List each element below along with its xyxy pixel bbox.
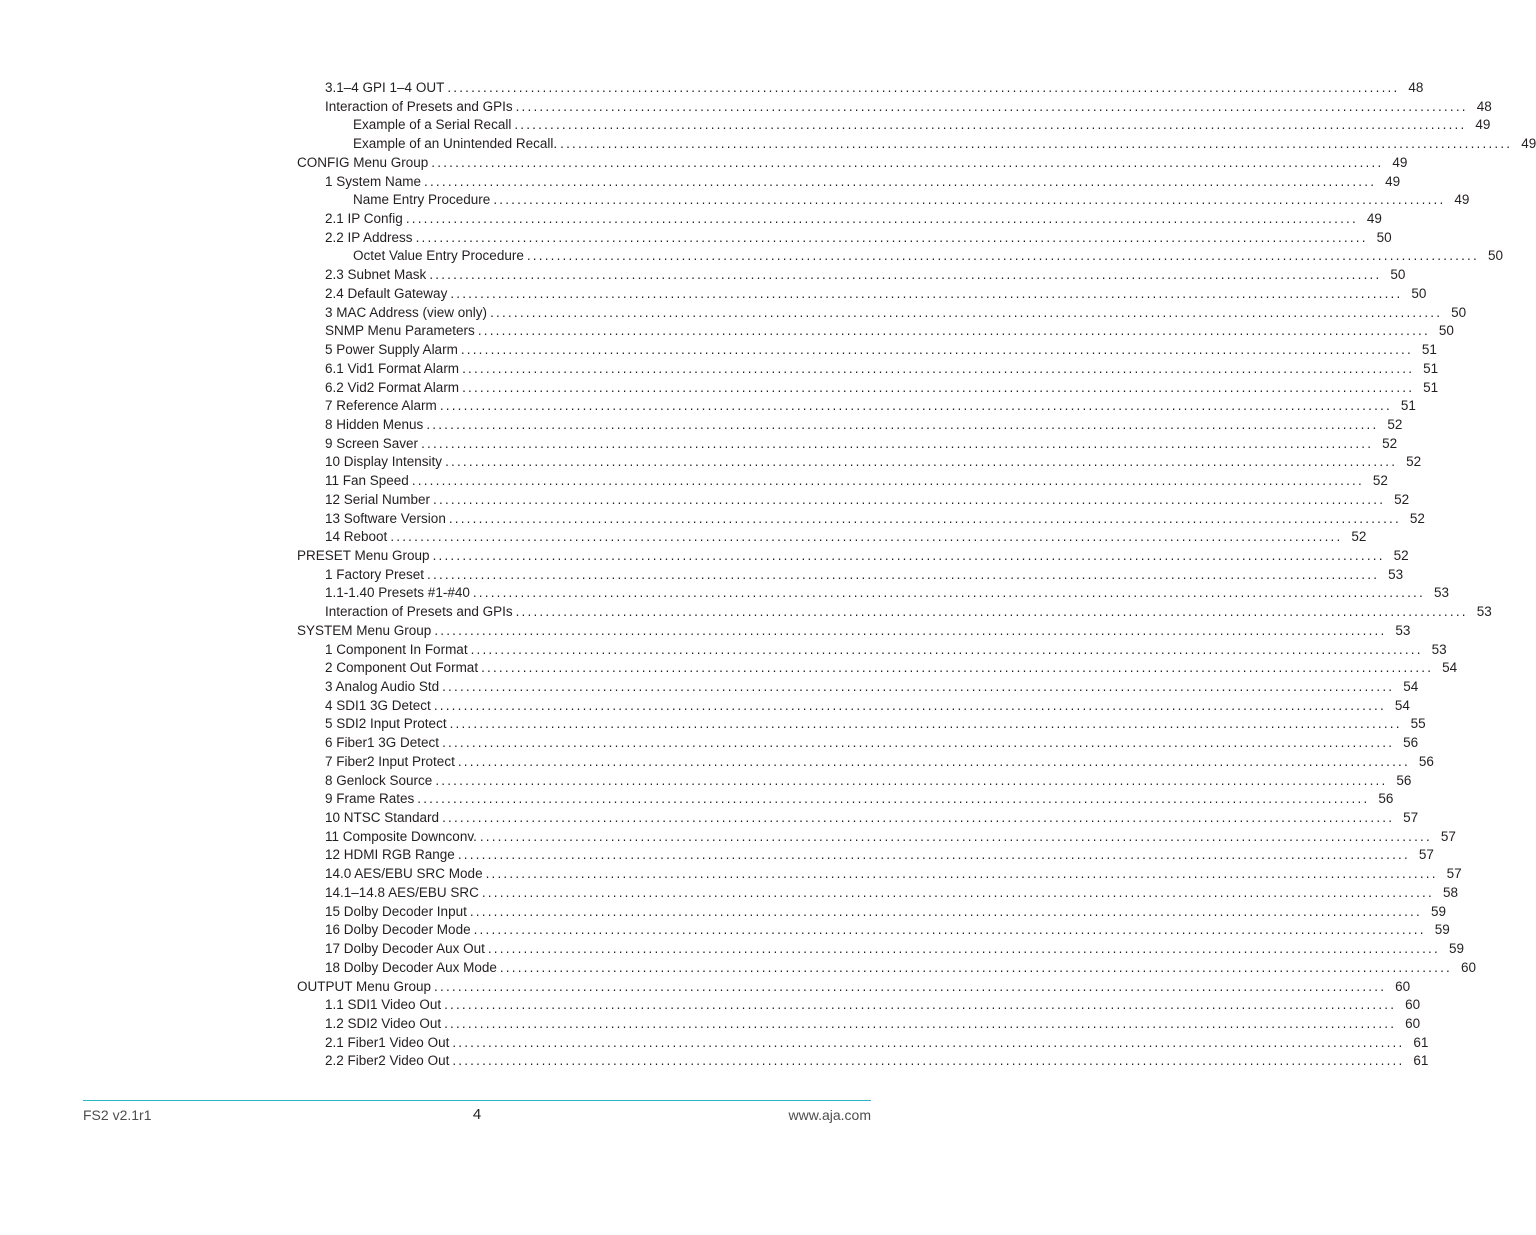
toc-entry[interactable] [325, 697, 1410, 716]
toc-entry-label: 8 Genlock Source [325, 772, 433, 788]
toc-entry-label: 18 Dolby Decoder Aux Mode [325, 959, 497, 975]
footer-website: www.aja.com [788, 1107, 871, 1123]
toc-entry-label: 2.2 IP Address [325, 229, 413, 245]
toc-entry[interactable] [325, 1034, 1429, 1053]
toc-dot-leader: ................................................................................................................................................................ [427, 566, 1380, 582]
toc-entry-page: 49 [1385, 173, 1401, 189]
toc-entry[interactable] [325, 584, 1449, 603]
toc-entry-label: 6.1 Vid1 Format Alarm [325, 360, 460, 376]
toc-entry[interactable] [325, 865, 1462, 884]
toc-entry[interactable] [325, 173, 1401, 192]
toc-entry-label: 10 Display Intensity [325, 454, 443, 470]
toc-entry[interactable] [325, 940, 1464, 959]
toc-dot-leader: ................................................................................................................................................................ [434, 622, 1387, 638]
toc-entry-label: OUTPUT Menu Group [297, 978, 432, 994]
toc-dot-leader: ................................................................................................................................................................ [477, 323, 1430, 339]
toc-dot-leader: ................................................................................................................................................................ [457, 847, 1410, 863]
toc-dot-leader: ................................................................................................................................................................ [515, 604, 1468, 620]
toc-entry-page: 58 [1442, 884, 1458, 900]
toc-dot-leader: ................................................................................................................................................................ [450, 285, 1403, 301]
toc-entry[interactable] [325, 472, 1388, 491]
toc-entry-page: 49 [1475, 117, 1491, 133]
toc-entry[interactable] [325, 790, 1394, 809]
toc-dot-leader: ................................................................................................................................................................ [442, 810, 1395, 826]
toc-dot-leader: ................................................................................................................................................................ [439, 398, 1392, 414]
toc-entry[interactable] [325, 435, 1398, 454]
toc-entry[interactable] [325, 846, 1434, 865]
toc-entry-label: Interaction of Presets and GPIs [325, 604, 513, 620]
toc-entry-page: 53 [1388, 566, 1404, 582]
toc-dot-leader: ................................................................................................................................................................ [431, 154, 1384, 170]
toc-entry[interactable] [325, 996, 1421, 1015]
toc-entry-label: 13 Software Version [325, 510, 446, 526]
toc-entry-page: 55 [1410, 716, 1426, 732]
toc-entry[interactable] [325, 603, 1492, 622]
toc-entry-label: 11 Composite Downconv. [325, 828, 477, 844]
toc-entry-page: 51 [1423, 379, 1439, 395]
toc-entry-page: 60 [1395, 978, 1411, 994]
toc-dot-leader: ................................................................................................................................................................ [433, 697, 1386, 713]
toc-entry-label: 2.3 Subnet Mask [325, 267, 427, 283]
toc-entry-label: PRESET Menu Group [297, 547, 430, 563]
toc-entry-page: 54 [1442, 660, 1458, 676]
toc-entry-page: 56 [1403, 735, 1419, 751]
toc-dot-leader: ................................................................................................................................................................ [435, 772, 1388, 788]
toc-entry-page: 56 [1378, 791, 1394, 807]
toc-entry[interactable] [325, 528, 1367, 547]
toc-entry-label: 7 Fiber2 Input Protect [325, 753, 455, 769]
toc-entry-page: 52 [1382, 435, 1398, 451]
toc-entry-label: 5 Power Supply Alarm [325, 342, 458, 358]
toc-entry-label: 3 MAC Address (view only) [325, 304, 488, 320]
toc-entry-label: 14 Reboot [325, 529, 388, 545]
toc-entry-label: 15 Dolby Decoder Input [325, 903, 467, 919]
toc-entry-page: 52 [1409, 510, 1425, 526]
toc-entry[interactable] [325, 491, 1410, 510]
toc-entry-label: 7 Reference Alarm [325, 398, 437, 414]
toc-entry-page: 49 [1521, 136, 1536, 152]
toc-dot-leader: ................................................................................................................................................................ [405, 211, 1358, 227]
toc-dot-leader: ................................................................................................................................................................ [426, 416, 1379, 432]
toc-entry-page: 54 [1403, 679, 1419, 694]
toc-dot-leader: ................................................................................................................................................................ [485, 866, 1438, 882]
toc-dot-leader: ................................................................................................................................................................ [514, 117, 1467, 133]
toc-entry-page: 52 [1393, 547, 1409, 563]
toc-entry[interactable] [353, 116, 1491, 135]
toc-entry-label: 10 NTSC Standard [325, 810, 440, 826]
toc-entry-page: 51 [1423, 360, 1439, 376]
toc-dot-leader: ................................................................................................................................................................ [424, 173, 1377, 189]
toc-entry[interactable] [325, 772, 1412, 791]
toc-dot-leader: ................................................................................................................................................................ [445, 454, 1398, 470]
toc-entry-label: Example of an Unintended Recall. [353, 136, 558, 152]
toc-entry-page: 52 [1372, 473, 1388, 489]
toc-dot-leader: ................................................................................................................................................................ [444, 997, 1397, 1013]
toc-entry-label: 1.1 SDI1 Video Out [325, 997, 442, 1013]
toc-entry-label: CONFIG Menu Group [297, 154, 429, 170]
toc-dot-leader: ................................................................................................................................................................ [515, 98, 1468, 114]
toc-entry-page: 57 [1446, 866, 1462, 882]
toc-dot-leader: ................................................................................................................................................................ [481, 884, 1434, 900]
toc-entry[interactable] [325, 884, 1458, 903]
toc-entry-page: 52 [1406, 454, 1422, 470]
toc-entry-page: 51 [1421, 342, 1437, 358]
toc-entry-label: 2.2 Fiber2 Video Out [325, 1053, 450, 1069]
toc-entry-page: 57 [1403, 810, 1419, 826]
toc-entry-page: 49 [1392, 154, 1408, 170]
toc-entry[interactable] [325, 397, 1416, 416]
toc-entry-label: Name Entry Procedure [353, 192, 491, 208]
toc-dot-leader: ................................................................................................................................................................ [415, 229, 1368, 245]
toc-entry[interactable] [297, 978, 1411, 997]
toc-entry-label: Example of a Serial Recall [353, 117, 512, 133]
toc-dot-leader: ................................................................................................................................................................ [429, 267, 1382, 283]
toc-entry[interactable] [325, 79, 1424, 98]
toc-entry-label: 9 Frame Rates [325, 791, 415, 807]
toc-entry[interactable] [325, 210, 1382, 229]
toc-entry[interactable] [325, 641, 1447, 660]
toc-entry-page: 60 [1405, 997, 1421, 1013]
toc-dot-leader: ................................................................................................................................................................ [452, 1053, 1405, 1069]
toc-entry-label: 2.4 Default Gateway [325, 285, 448, 301]
toc-entry-label: 16 Dolby Decoder Mode [325, 922, 471, 938]
toc-entry-page: 59 [1434, 922, 1450, 938]
toc-entry-label: 17 Dolby Decoder Aux Out [325, 941, 485, 957]
toc-entry-page: 53 [1395, 622, 1411, 638]
toc-dot-leader: ................................................................................................................................................................ [421, 435, 1374, 451]
toc-dot-leader: ................................................................................................................................................................ [472, 585, 1425, 601]
toc-entry-label: 2.1 Fiber1 Video Out [325, 1034, 450, 1050]
footer-divider [83, 1100, 871, 1101]
toc-entry-label: 14.0 AES/EBU SRC Mode [325, 866, 483, 882]
toc-entry[interactable] [325, 828, 1456, 847]
toc-entry[interactable] [325, 715, 1426, 734]
toc-entry[interactable] [325, 266, 1406, 285]
toc-entry[interactable] [325, 903, 1446, 922]
toc-dot-leader: ................................................................................................................................................................ [452, 1034, 1405, 1050]
toc-entry-page: 61 [1413, 1053, 1429, 1069]
toc-entry-page: 50 [1487, 248, 1503, 264]
toc-entry[interactable] [325, 809, 1419, 828]
toc-entry[interactable] [297, 154, 1408, 173]
toc-entry-page: 57 [1418, 847, 1434, 863]
toc-entry[interactable] [325, 678, 1419, 697]
toc-entry-label: 1 System Name [325, 173, 422, 189]
toc-dot-leader: ................................................................................................................................................................ [448, 510, 1401, 526]
toc-dot-leader: ................................................................................................................................................................ [473, 922, 1426, 938]
toc-entry[interactable] [353, 191, 1470, 210]
toc-entry[interactable] [325, 322, 1454, 341]
toc-dot-leader: ................................................................................................................................................................ [449, 716, 1402, 732]
toc-entry-label: 2 Component Out Format [325, 660, 479, 676]
toc-entry-page: 50 [1438, 323, 1454, 339]
toc-dot-leader: ................................................................................................................................................................ [444, 1015, 1397, 1031]
toc-dot-leader: ................................................................................................................................................................ [490, 304, 1443, 320]
toc-dot-leader: ................................................................................................................................................................ [479, 828, 1432, 844]
toc-entry-page: 49 [1366, 211, 1382, 227]
toc-dot-leader: ................................................................................................................................................................ [462, 379, 1415, 395]
toc-entry-label: 1 Factory Preset [325, 566, 425, 582]
toc-entry[interactable] [325, 98, 1492, 117]
toc-entry-page: 53 [1433, 585, 1449, 601]
toc-dot-leader: ................................................................................................................................................................ [390, 529, 1343, 545]
toc-entry-page: 56 [1396, 772, 1412, 788]
toc-entry[interactable] [325, 659, 1458, 678]
toc-entry-label: 14.1–14.8 AES/EBU SRC [325, 884, 479, 900]
toc-dot-leader: ................................................................................................................................................................ [411, 473, 1364, 489]
toc-entry-page: 59 [1430, 903, 1446, 919]
toc-entry-label: 12 Serial Number [325, 491, 431, 507]
toc-entry-label: 1.2 SDI2 Video Out [325, 1015, 442, 1031]
toc-dot-leader: ................................................................................................................................................................ [487, 941, 1440, 957]
toc-entry[interactable] [325, 360, 1439, 379]
toc-entry-page: 50 [1390, 267, 1406, 283]
toc-entry-page: 49 [1454, 192, 1470, 208]
toc-entry-label: 6.2 Vid2 Format Alarm [325, 379, 460, 395]
toc-entry[interactable] [297, 622, 1411, 641]
toc-dot-leader: ................................................................................................................................................................ [442, 735, 1395, 751]
toc-entry-label: Octet Value Entry Procedure [353, 248, 524, 264]
toc-entry-page: 57 [1440, 828, 1456, 844]
toc-entry-label: 1 Component In Format [325, 641, 468, 657]
toc-entry[interactable] [325, 510, 1425, 529]
toc-dot-leader: ................................................................................................................................................................ [499, 959, 1452, 975]
toc-entry-label: 2.1 IP Config [325, 211, 403, 227]
toc-entry-label: 9 Screen Saver [325, 435, 419, 451]
toc-dot-leader: ................................................................................................................................................................ [432, 547, 1385, 563]
toc-entry-page: 59 [1448, 941, 1464, 957]
toc-entry[interactable] [325, 921, 1450, 940]
toc-dot-leader: ................................................................................................................................................................ [417, 791, 1370, 807]
toc-entry-page: 56 [1418, 753, 1434, 769]
toc-entry-page: 53 [1476, 604, 1492, 620]
toc-entry-label: 6 Fiber1 3G Detect [325, 735, 440, 751]
toc-entry-label: 1.1-1.40 Presets #1-#40 [325, 585, 470, 601]
toc-entry-label: 5 SDI2 Input Protect [325, 716, 447, 732]
toc-entry[interactable] [297, 547, 1409, 566]
toc-entry[interactable] [325, 304, 1467, 323]
toc-entry-page: 52 [1387, 416, 1403, 432]
toc-entry[interactable] [325, 753, 1434, 772]
toc-dot-leader: ................................................................................................................................................................ [433, 491, 1386, 507]
toc-entry-label: 12 HDMI RGB Range [325, 847, 455, 863]
toc-entry-label: 3.1–4 GPI 1–4 OUT [325, 80, 445, 95]
footer-product-version: FS2 v2.1r1 [83, 1107, 152, 1123]
toc-dot-leader: ................................................................................................................................................................ [526, 248, 1479, 264]
toc-entry-page: 53 [1431, 641, 1447, 657]
toc-entry-label: 3 Analog Audio Std [325, 679, 440, 694]
toc-entry-page: 50 [1451, 304, 1467, 320]
toc-entry-label: SYSTEM Menu Group [297, 622, 432, 638]
toc-entry-page: 52 [1394, 491, 1410, 507]
toc-entry[interactable] [325, 453, 1422, 472]
toc-dot-leader: ................................................................................................................................................................ [462, 360, 1415, 376]
toc-entry[interactable] [325, 416, 1403, 435]
toc-entry[interactable] [325, 285, 1427, 304]
toc-dot-leader: ................................................................................................................................................................ [493, 192, 1446, 208]
toc-entry-page: 52 [1351, 529, 1367, 545]
toc-entry-page: 50 [1376, 229, 1392, 245]
toc-dot-leader: ................................................................................................................................................................ [560, 136, 1513, 152]
toc-entry[interactable] [353, 247, 1503, 266]
toc-entry-label: SNMP Menu Parameters [325, 323, 475, 339]
toc-dot-leader: ................................................................................................................................................................ [481, 660, 1434, 676]
toc-dot-leader: ................................................................................................................................................................ [457, 753, 1410, 769]
toc-entry-page: 51 [1400, 398, 1416, 414]
toc-dot-leader: ................................................................................................................................................................ [469, 903, 1422, 919]
toc-entry-page: 48 [1408, 80, 1424, 95]
toc-entry[interactable] [353, 135, 1536, 154]
toc-entry-label: 8 Hidden Menus [325, 416, 424, 432]
toc-entry-page: 60 [1405, 1015, 1421, 1031]
toc-entry[interactable] [325, 341, 1437, 360]
toc-entry[interactable] [325, 1052, 1429, 1071]
toc-entry-page: 48 [1476, 98, 1492, 114]
toc-dot-leader: ................................................................................................................................................................ [460, 342, 1413, 358]
toc-entry[interactable] [325, 959, 1476, 978]
toc-entry-label: 11 Fan Speed [325, 473, 409, 489]
toc-entry-page: 50 [1411, 285, 1427, 301]
toc-entry-label: 4 SDI1 3G Detect [325, 697, 431, 713]
toc-entry-page: 60 [1460, 959, 1476, 975]
toc-entry[interactable] [325, 734, 1419, 753]
toc-dot-leader: ................................................................................................................................................................ [434, 978, 1387, 994]
toc-entry-label: Interaction of Presets and GPIs [325, 98, 513, 114]
toc-entry[interactable] [325, 379, 1439, 398]
toc-entry[interactable] [325, 1015, 1421, 1034]
toc-dot-leader: ................................................................................................................................................................ [470, 641, 1423, 657]
table-of-contents [0, 79, 1536, 1071]
toc-entry-page: 61 [1413, 1034, 1429, 1050]
toc-entry-page: 54 [1394, 697, 1410, 713]
toc-dot-leader: ................................................................................................................................................................ [442, 679, 1395, 694]
toc-dot-leader: ................................................................................................................................................................ [447, 80, 1400, 95]
toc-entry[interactable] [325, 566, 1404, 585]
footer-page-number: 4 [472, 1106, 482, 1123]
toc-entry[interactable] [325, 229, 1392, 248]
